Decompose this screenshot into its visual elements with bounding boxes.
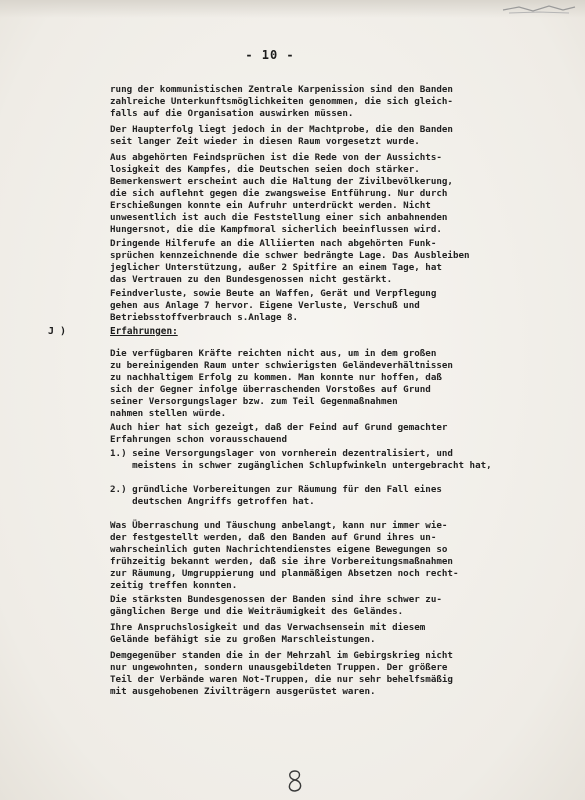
- paragraph-surprise: Was Überraschung und Täuschung anbelangt, kann nur immer wie- der festgestellt werden, daß den Banden auf Grund ihres un- wahrscheinlich guten Nachrichtendienstes eigene Bewegungen so frühzeitig bekannt werden, daß sie ihre Vorbereitungsmaßnahmen zur Räumung, Umgruppierung und planmäßigen Absetzen noch recht- zeitig treffen konnten.: [110, 520, 459, 591]
- page-number: - 10 -: [245, 48, 295, 62]
- paragraph-enemy-radio: Aus abgehörten Feindsprüchen ist die Rede von der Aussichts- losigkeit des Kampfes, die Deutschen seien doch stärker. Bemerkenswert erscheint auch die Haltung der Zivilbevölkerung, die sich auflehnt gegen die zwangsweise Entführung. Nur durch Erschießungen konnte ein Aufruhr unterdrückt werden. Nicht unwesentlich ist auch die Feststellung einer sich anbahnenden Hungersnot, die die Kampfmoral sicherlich beeinflussen wird.: [110, 152, 453, 235]
- paragraph-continuation: rung der kommunistischen Zentrale Karpenission sind den Banden zahlreiche Unterkunftsmöglichkeiten genommen, die sich gleich- falls auf die Organisation auswirken müssen.: [110, 84, 453, 119]
- paragraph-shown: Auch hier hat sich gezeigt, daß der Feind auf Grund gemachter Erfahrungen schon vorausschauend: [110, 422, 448, 445]
- section-label: J ): [48, 326, 67, 337]
- paragraph-losses: Feindverluste, sowie Beute an Waffen, Gerät und Verpflegung gehen aus Anlage 7 hervor. Eigene Verluste, Verschuß und Betriebsstoffverbrauch s.Anlage 8.: [110, 288, 437, 323]
- paragraph-main-success: Der Haupterfolg liegt jedoch in der Machtprobe, die den Banden seit langer Zeit wieder in diesen Raum vorgesetzt wurde.: [110, 124, 453, 147]
- list-item-2: 2.) gründliche Vorbereitungen zur Räumung für den Fall eines deutschen Angriffs getroffen hat.: [110, 484, 442, 507]
- paragraph-forces: Die verfügbaren Kräfte reichten nicht aus, um in dem großen zu bereinigenden Raum unter schwierigsten Geländeverhältnissen zu nachhaltigem Erfolg zu kommen. Man konnte nur hoffen, daß sich der Gegner infolge überraschenden Vorstoßes auf Grund seiner Versorgungslager bzw. zum Teil Gegenmaßnahmen nahmen stellen würde.: [110, 348, 453, 419]
- paragraph-modesty: Ihre Anspruchslosigkeit und das Verwachsensein mit diesem Gelände befähigt sie zu großen Marschleistungen.: [110, 622, 426, 645]
- paragraph-troops: Demgegenüber standen die in der Mehrzahl im Gebirgskrieg nicht nur ungewohnten, sondern unausgebildeten Truppen. Der größere Teil der Verbände waren Not-Truppen, die nur sehr behelfsmäßig mit ausgehobenen Zivilträgern ausgerüstet waren.: [110, 650, 453, 697]
- section-heading: Erfahrungen:: [110, 326, 178, 337]
- paragraph-allies: Die stärksten Bundesgenossen der Banden sind ihre schwer zu- gänglichen Berge und die Weiträumigkeit des Geländes.: [110, 594, 442, 617]
- page-top-edge: [0, 0, 585, 18]
- corner-mark-icon: [499, 2, 579, 16]
- list-item-1: 1.) seine Versorgungslager von vornherein dezentralisiert, und meistens in schwer zugänglichen Schlupfwinkeln untergebracht hat,: [110, 448, 492, 471]
- handwritten-page-mark: [282, 768, 308, 794]
- paragraph-help-calls: Dringende Hilferufe an die Alliierten nach abgehörten Funk- sprüchen kennzeichnende die schwer bedrängte Lage. Das Ausbleiben jeglicher Unterstützung, außer 2 Spitfire an einem Tage, hat das Vertrauen zu den Bundesgenossen nicht gestärkt.: [110, 238, 470, 285]
